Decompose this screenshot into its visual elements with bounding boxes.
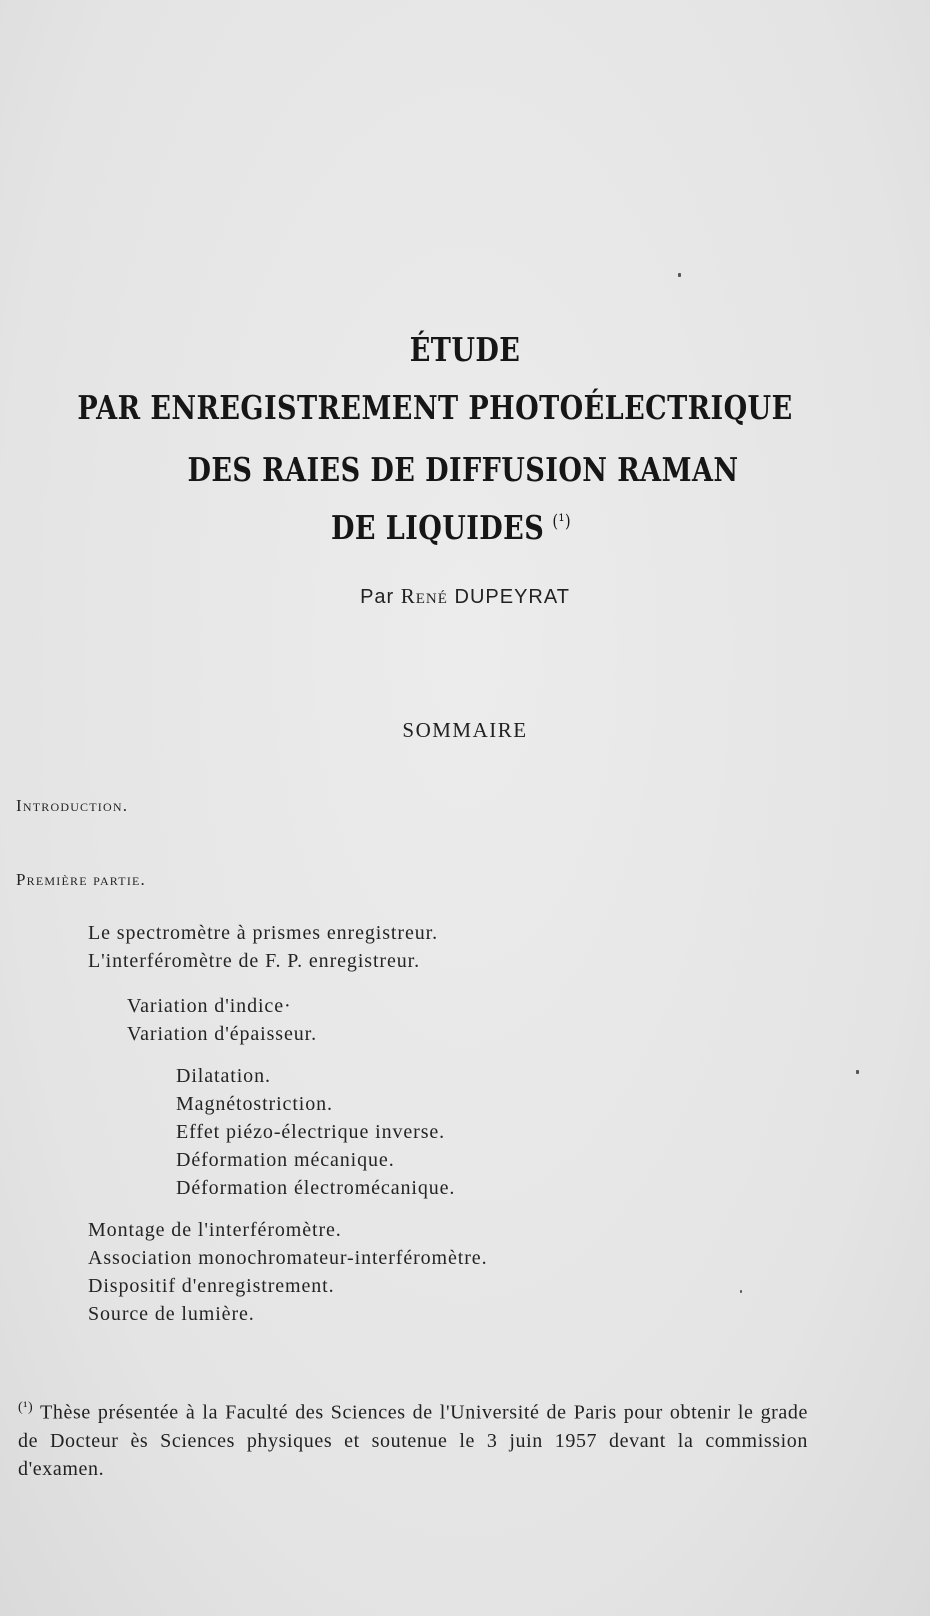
- title-line-3: DES RAIES DE DIFFUSION RAMAN: [187, 450, 739, 489]
- title-line-2: PAR ENREGISTREMENT PHOTOÉLECTRIQUE: [77, 388, 793, 427]
- footnote-mark: (¹): [18, 1400, 34, 1415]
- title-line-4-text: DE LIQUIDES: [330, 508, 545, 547]
- print-speck: [678, 273, 681, 277]
- print-speck: [856, 1070, 859, 1074]
- summary-introduction: Introduction.: [16, 796, 129, 815]
- summary-item: Déformation électromécanique.: [176, 1177, 456, 1199]
- summary-item: Effet piézo-électrique inverse.: [176, 1121, 446, 1143]
- title-line-1: ÉTUDE: [409, 330, 521, 369]
- title-footnote-ref: (¹): [552, 511, 572, 532]
- author-prefix: Par: [360, 586, 395, 608]
- summary-item: Association monochromateur-interféromètre.: [88, 1247, 488, 1269]
- summary-item: Dispositif d'enregistrement.: [88, 1275, 335, 1297]
- summary-item: Le spectromètre à prismes enregistreur.: [88, 922, 438, 944]
- summary-part-one: Première partie.: [16, 870, 146, 889]
- summary-item: Déformation mécanique.: [176, 1149, 395, 1171]
- print-speck: [740, 1290, 742, 1293]
- footnote: [18, 1394, 808, 1483]
- summary-item: L'interféromètre de F. P. enregistreur.: [88, 950, 421, 972]
- author-first-name: René: [400, 584, 448, 608]
- summary-item: Variation d'indice·: [127, 995, 292, 1017]
- summary-item: Montage de l'interféromètre.: [88, 1219, 342, 1241]
- author-line: [0, 584, 930, 609]
- title-line-4: [70, 508, 833, 547]
- author-last-name: DUPEYRAT: [454, 586, 570, 608]
- summary-heading: SOMMAIRE: [402, 718, 528, 742]
- footnote-text: Thèse présentée à la Faculté des Sciences de l'Université de Paris pour obtenir le grade de Docteur ès Sciences physiques et soutenue le 3 juin 1957 devant la commission d'examen.: [18, 1401, 808, 1480]
- summary-item: Dilatation.: [176, 1065, 271, 1087]
- summary-item: Variation d'épaisseur.: [127, 1023, 318, 1045]
- summary-item: Source de lumière.: [88, 1303, 255, 1325]
- summary-item: Magnétostriction.: [176, 1093, 333, 1115]
